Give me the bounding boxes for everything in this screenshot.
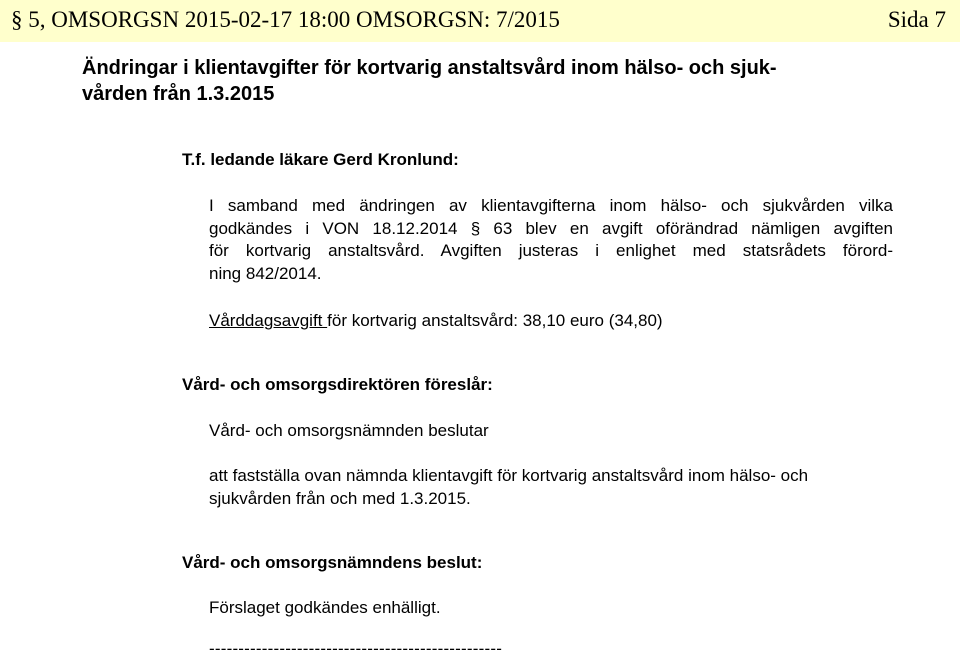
board-decides: Vård- och omsorgsnämnden beslutar [209,421,489,440]
paragraph-line: sjukvården från och med 1.3.2015. [209,488,471,508]
decision-paragraph [209,465,893,510]
title-line: vården från 1.3.2015 [82,83,275,105]
decision-result: Förslaget godkändes enhälligt. [209,598,441,617]
document-title [82,55,882,107]
page-number: Sida 7 [887,7,946,32]
paragraph-line: att fastställa ovan nämnda klientavgift för kortvarig anstaltsvård inom hälso- och [209,466,809,485]
author-line: T.f. ledande läkare Gerd Kronlund: [182,150,459,169]
paragraph-line: I samband med ändringen av klientavgifterna inom hälso- och sjukvården vilka [209,196,893,215]
paragraph-line: ning 842/2014. [209,263,322,283]
separator-line: -------------------------------------------------- [209,639,503,658]
fee-value: för kortvarig anstaltsvård: 38,10 euro (34,80) [327,311,663,330]
fee-label: Vårddagsavgift [209,311,328,330]
fee-line [209,310,893,333]
title-line: Ändringar i klientavgifter för kortvarig anstaltsvård inom hälso- och sjuk- [82,57,777,79]
page-header [0,0,960,42]
paragraph-line: för kortvarig anstaltsvård. Avgiften justeras i enlighet med statsrådets förord- [209,241,893,260]
proposal-heading: Vård- och omsorgsdirektören föreslår: [182,375,493,394]
header-reference: § 5, OMSORGSN 2015-02-17 18:00 OMSORGSN: 7/2015 [11,7,560,32]
paragraph-line: godkändes i VON 18.12.2014 § 63 blev en avgift oförändrad nämligen avgiften [209,218,893,238]
background-paragraph [209,195,893,285]
decision-heading: Vård- och omsorgsnämndens beslut: [182,553,483,572]
